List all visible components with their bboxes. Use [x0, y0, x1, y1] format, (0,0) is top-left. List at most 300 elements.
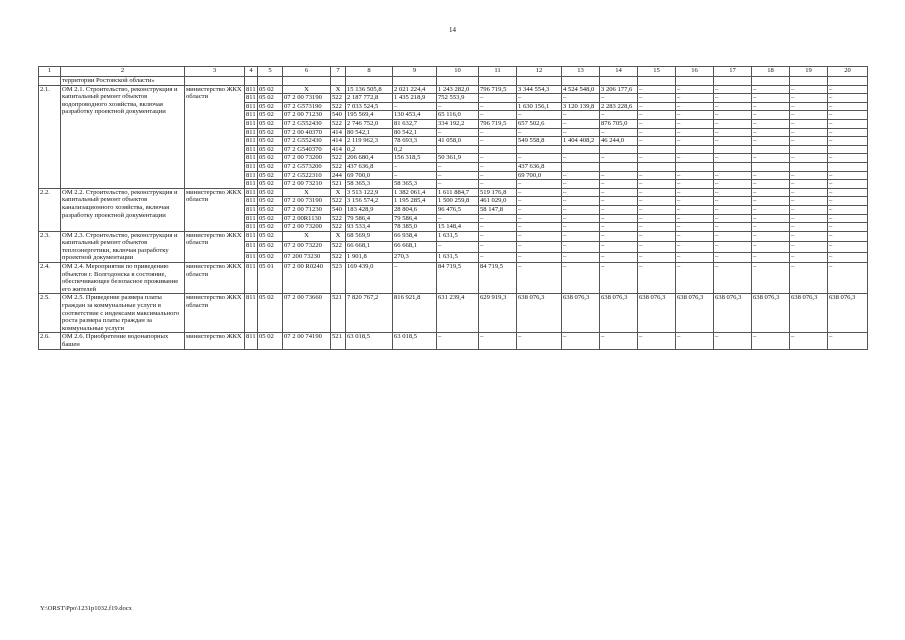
data-cell: – — [638, 197, 676, 206]
data-cell: – — [479, 154, 517, 163]
data-cell: 66 668,1 — [346, 242, 393, 252]
data-cell: – — [790, 242, 828, 252]
empty-cell — [562, 77, 600, 86]
data-cell: – — [714, 223, 752, 231]
data-cell: – — [437, 128, 479, 137]
data-cell: – — [479, 171, 517, 180]
empty-cell — [517, 77, 562, 86]
data-cell: 1 901,8 — [346, 252, 393, 262]
data-cell: 2 283 228,6 — [600, 102, 638, 111]
empty-cell — [752, 348, 790, 349]
data-cell: 522 — [331, 154, 346, 163]
data-cell: – — [714, 242, 752, 252]
data-cell: – — [562, 242, 600, 252]
data-cell: 811 — [246, 102, 256, 110]
data-cell: – — [600, 180, 638, 189]
empty-cell — [790, 348, 828, 349]
data-cell: 05 02 — [258, 333, 283, 348]
data-cell: 07 2 00 73210 — [283, 180, 331, 189]
data-cell: – — [752, 128, 790, 137]
data-cell: – — [437, 162, 479, 171]
data-cell: 638 076,3 — [714, 294, 752, 331]
data-cell: – — [479, 231, 517, 241]
data-cell: – — [638, 154, 676, 163]
data-cell: 07 2 00 73200 — [283, 223, 331, 231]
data-cell: 752 553,9 — [437, 94, 479, 103]
data-cell: – — [828, 102, 868, 111]
data-cell: – — [714, 85, 752, 94]
data-cell: 07 2 G573200 — [283, 162, 331, 171]
data-cell: – — [562, 128, 600, 137]
data-cell: 2 021 224,4 — [393, 85, 437, 94]
measure-name: ОМ 2.2. Строительство, реконструкция и капитальный ремонт объектов канализационного хозяйства, включая разработку проектной документации — [61, 188, 185, 231]
data-cell: 811 — [246, 171, 256, 179]
data-cell: – — [517, 242, 562, 252]
data-cell: 195 569,4 — [346, 111, 393, 120]
data-cell: 519 176,8 — [479, 188, 517, 197]
data-cell: – — [517, 111, 562, 120]
column-header: 6 — [283, 67, 331, 77]
row-number: 2.3. — [39, 231, 61, 262]
data-cell: 1 631,5 — [437, 252, 479, 262]
data-cell: – — [600, 94, 638, 103]
data-cell: 522 — [331, 94, 346, 103]
data-cell: – — [562, 252, 600, 262]
data-cell: 7 033 524,5 — [346, 102, 393, 111]
data-cell: 156 318,5 — [393, 154, 437, 163]
page-number: 14 — [449, 26, 456, 34]
measure-name: ОМ 2.5. Приведение размера платы граждан за коммунальные услуги в соответствие с индексами максимального роста размера платы граждан за коммунальные услуги — [61, 294, 185, 333]
data-cell — [790, 145, 828, 154]
data-cell: – — [714, 102, 752, 111]
data-cell: 522 — [331, 119, 346, 128]
data-cell: – — [828, 333, 868, 348]
data-cell: – — [517, 154, 562, 163]
data-cell: – — [752, 205, 790, 214]
responsible-org: министерство ЖКХ области — [185, 188, 245, 231]
column-header: 14 — [600, 67, 638, 77]
empty-cell — [346, 77, 393, 86]
data-cell: – — [517, 263, 562, 293]
responsible-org: министерство ЖКХ области — [185, 263, 245, 294]
data-cell: – — [562, 154, 600, 163]
data-cell: – — [517, 197, 562, 206]
data-cell — [437, 145, 479, 154]
data-cell: – — [600, 263, 638, 293]
data-cell: 07 2 00 73220 — [283, 242, 331, 252]
data-cell: – — [638, 85, 676, 94]
data-cell: – — [752, 171, 790, 180]
empty-cell — [517, 348, 562, 349]
data-cell: – — [437, 242, 479, 252]
data-cell: – — [828, 94, 868, 103]
continuation-row — [39, 77, 868, 86]
data-cell: 811 — [246, 154, 256, 162]
data-cell — [517, 145, 562, 154]
data-cell: 80 542,1 — [346, 128, 393, 137]
data-cell: – — [437, 180, 479, 189]
data-cell: – — [714, 154, 752, 163]
data-cell: 0,2 — [393, 145, 437, 154]
data-cell: – — [790, 197, 828, 206]
data-cell: – — [790, 171, 828, 180]
data-cell: – — [562, 214, 600, 223]
data-cell: 93 533,4 — [346, 223, 393, 231]
data-cell: 84 719,5 — [479, 263, 517, 293]
data-cell: 414 — [331, 145, 346, 154]
data-cell: 811 — [246, 85, 256, 93]
column-header: 13 — [562, 67, 600, 77]
data-cell: – — [714, 231, 752, 241]
data-cell: – — [393, 162, 437, 171]
data-cell: – — [600, 242, 638, 252]
data-cell: 130 453,4 — [393, 111, 437, 120]
data-cell: – — [600, 128, 638, 137]
data-cell: 1 500 259,8 — [437, 197, 479, 206]
data-cell: – — [638, 333, 676, 348]
data-cell: – — [714, 94, 752, 103]
data-cell: – — [676, 188, 714, 197]
data-cell: 05 02 — [258, 231, 283, 241]
data-cell: 3 344 554,3 — [517, 85, 562, 94]
data-cell: – — [638, 263, 676, 293]
data-cell: – — [437, 214, 479, 223]
data-cell: 07 2 G573190 — [283, 102, 331, 111]
data-cell: 05 02 — [258, 85, 283, 94]
data-cell: – — [562, 197, 600, 206]
data-cell: – — [752, 214, 790, 223]
data-cell: 3 513 122,9 — [346, 188, 393, 197]
data-cell: – — [828, 171, 868, 180]
data-cell: 69 700,0 — [517, 171, 562, 180]
data-cell: – — [562, 119, 600, 128]
data-cell: 811 — [246, 111, 256, 119]
continuation-text: территории Ростовской области» — [61, 77, 185, 86]
data-cell: – — [562, 231, 600, 241]
empty-cell — [39, 77, 61, 86]
data-cell: – — [714, 111, 752, 120]
data-cell: 05 02 — [258, 128, 283, 137]
data-cell: – — [676, 137, 714, 146]
data-cell: 334 192,2 — [437, 119, 479, 128]
data-cell: – — [790, 111, 828, 120]
empty-cell — [828, 348, 868, 349]
data-cell: – — [638, 180, 676, 189]
data-cell: 07 2 00 71230 — [283, 205, 331, 214]
data-cell: 05 02 — [258, 171, 283, 180]
data-cell: – — [828, 137, 868, 146]
data-cell: 1 243 282,0 — [437, 85, 479, 94]
column-header: 12 — [517, 67, 562, 77]
column-header: 18 — [752, 67, 790, 77]
data-cell: – — [714, 252, 752, 262]
data-cell: 07 2 00 40370 — [283, 128, 331, 137]
data-cell: 270,3 — [393, 252, 437, 262]
data-cell: – — [714, 263, 752, 293]
data-cell: – — [393, 171, 437, 180]
empty-cell — [283, 348, 331, 349]
data-cell: 2 187 772,8 — [346, 94, 393, 103]
data-cell: – — [517, 223, 562, 231]
data-cell: 811 — [246, 162, 256, 170]
responsible-org: министерство ЖКХ области — [185, 85, 245, 188]
data-cell: 811 — [246, 188, 256, 196]
data-cell: – — [600, 154, 638, 163]
column-header: 17 — [714, 67, 752, 77]
data-cell: Х — [283, 85, 331, 94]
data-cell: 811 — [245, 252, 258, 262]
column-header: 19 — [790, 67, 828, 77]
data-cell: – — [600, 252, 638, 262]
data-cell: – — [828, 263, 868, 293]
empty-cell — [600, 77, 638, 86]
empty-cell — [258, 348, 283, 349]
data-cell — [600, 162, 638, 171]
data-cell: 0,2 — [346, 145, 393, 154]
data-cell: 05 02 — [258, 137, 283, 146]
data-cell: 523 — [331, 263, 346, 293]
data-cell: 05 02 — [258, 294, 283, 331]
data-cell: – — [790, 223, 828, 231]
data-cell: 3 206 177,6 — [600, 85, 638, 94]
data-cell — [562, 145, 600, 154]
data-cell: 05 02 — [258, 205, 283, 214]
data-cell: – — [479, 252, 517, 262]
data-cell: 811 — [246, 137, 256, 145]
data-cell: 522 — [331, 252, 346, 262]
data-cell: – — [517, 214, 562, 223]
data-cell: – — [752, 119, 790, 128]
data-cell: – — [676, 231, 714, 241]
data-cell: 414 — [331, 128, 346, 137]
data-cell: 15 136 505,8 — [346, 85, 393, 94]
data-cell: – — [600, 231, 638, 241]
data-cell: – — [676, 128, 714, 137]
data-cell: – — [517, 128, 562, 137]
data-cell: – — [790, 154, 828, 163]
data-cell: 638 076,3 — [790, 294, 828, 331]
data-cell: 05 02 — [258, 214, 283, 223]
data-cell: – — [752, 137, 790, 146]
data-cell: – — [479, 180, 517, 189]
empty-cell — [393, 77, 437, 86]
data-cell — [479, 145, 517, 154]
data-cell: – — [828, 252, 868, 262]
data-cell: 540 — [331, 111, 346, 120]
data-cell: – — [828, 85, 868, 94]
data-cell: – — [714, 119, 752, 128]
data-cell: 05 02 — [258, 119, 283, 128]
data-cell: 05 01 — [258, 263, 283, 293]
data-cell: – — [676, 102, 714, 111]
data-cell: – — [638, 128, 676, 137]
empty-cell — [393, 348, 437, 349]
data-cell: 522 — [331, 242, 346, 252]
empty-cell — [752, 77, 790, 86]
data-cell: – — [562, 94, 600, 103]
empty-cell — [245, 77, 258, 86]
data-cell: 15 148,4 — [437, 223, 479, 231]
data-cell: – — [676, 263, 714, 293]
empty-cell — [185, 77, 245, 86]
data-cell: – — [828, 214, 868, 223]
empty-cell — [714, 348, 752, 349]
data-cell: 816 921,8 — [393, 294, 437, 331]
data-cell: 07 2 G540370 — [283, 145, 331, 154]
data-cell: 657 502,6 — [517, 119, 562, 128]
data-cell: 811 — [245, 263, 258, 293]
data-cell: – — [714, 188, 752, 197]
data-cell: 58 365,3 — [393, 180, 437, 189]
data-cell: 66 668,1 — [393, 242, 437, 252]
data-cell: – — [790, 137, 828, 146]
data-cell: – — [676, 333, 714, 348]
data-cell: – — [562, 263, 600, 293]
data-cell: – — [479, 223, 517, 231]
data-cell: 811 — [246, 197, 256, 205]
data-cell: 811 — [245, 242, 258, 252]
data-cell: 07 2 00 71230 — [283, 111, 331, 120]
data-cell: – — [562, 223, 600, 231]
data-cell: – — [676, 214, 714, 223]
data-cell: 05 02 — [258, 154, 283, 163]
data-cell: – — [676, 85, 714, 94]
empty-cell — [714, 77, 752, 86]
data-cell: 58 365,3 — [346, 180, 393, 189]
column-header: 7 — [331, 67, 346, 77]
data-cell: 522 — [331, 214, 346, 223]
table-row — [39, 85, 868, 94]
empty-cell — [258, 77, 283, 86]
data-cell: – — [790, 188, 828, 197]
data-cell: – — [714, 180, 752, 189]
responsible-org: министерство ЖКХ области — [185, 231, 245, 262]
data-cell: 07 2 00 73660 — [283, 294, 331, 331]
data-cell: – — [752, 252, 790, 262]
data-cell: – — [790, 263, 828, 293]
data-cell: – — [517, 231, 562, 241]
data-cell: – — [479, 242, 517, 252]
data-cell: 66 938,4 — [393, 231, 437, 241]
data-cell: – — [752, 102, 790, 111]
data-cell: – — [828, 119, 868, 128]
data-cell: 3 120 139,8 — [562, 102, 600, 111]
data-cell: – — [562, 333, 600, 348]
data-cell: 638 076,3 — [638, 294, 676, 331]
data-cell: – — [638, 214, 676, 223]
data-cell: – — [437, 102, 479, 111]
data-cell: 78 693,3 — [393, 137, 437, 146]
data-cell: 05 02 — [258, 111, 283, 120]
column-header: 5 — [258, 67, 283, 77]
data-cell: 244 — [331, 171, 346, 180]
data-cell — [752, 162, 790, 171]
data-cell: 2 746 752,0 — [346, 119, 393, 128]
data-cell: – — [479, 128, 517, 137]
data-cell: 522 — [331, 223, 346, 231]
data-cell: – — [790, 102, 828, 111]
data-cell: 521 — [331, 333, 346, 348]
data-cell: 206 680,4 — [346, 154, 393, 163]
data-cell: 811 — [246, 145, 256, 153]
data-cell: 522 — [331, 162, 346, 171]
data-cell: 638 076,3 — [752, 294, 790, 331]
data-cell: 05 02 — [258, 102, 283, 111]
data-cell: – — [790, 214, 828, 223]
column-header: 20 — [828, 67, 868, 77]
data-cell: – — [752, 231, 790, 241]
data-cell: – — [714, 205, 752, 214]
data-cell: 796 719,5 — [479, 119, 517, 128]
data-cell: – — [562, 180, 600, 189]
data-cell: – — [479, 94, 517, 103]
data-cell: – — [638, 119, 676, 128]
data-cell: – — [600, 188, 638, 197]
column-header: 16 — [676, 67, 714, 77]
data-cell: – — [562, 188, 600, 197]
data-cell: 07 2 00 R0240 — [283, 263, 331, 293]
data-cell: 437 636,8 — [346, 162, 393, 171]
column-header: 11 — [479, 67, 517, 77]
data-cell: – — [714, 128, 752, 137]
data-cell: 540 — [331, 205, 346, 214]
data-cell: 1 630 156,1 — [517, 102, 562, 111]
data-cell: 05 02 — [258, 188, 283, 197]
data-cell: Х — [331, 85, 346, 94]
empty-cell — [638, 77, 676, 86]
data-cell — [676, 145, 714, 154]
empty-cell — [828, 77, 868, 86]
data-cell: 638 076,3 — [562, 294, 600, 331]
data-cell: 638 076,3 — [676, 294, 714, 331]
data-cell: 2 119 962,3 — [346, 137, 393, 146]
data-cell — [600, 145, 638, 154]
data-cell: – — [479, 111, 517, 120]
empty-cell — [600, 348, 638, 349]
column-header: 10 — [437, 67, 479, 77]
header-row — [39, 67, 868, 77]
data-cell: – — [752, 94, 790, 103]
data-cell: – — [714, 171, 752, 180]
empty-cell — [283, 77, 331, 86]
data-cell: – — [752, 85, 790, 94]
column-header: 2 — [61, 67, 185, 77]
data-cell: – — [562, 111, 600, 120]
row-number: 2.6. — [39, 333, 61, 349]
row-number: 2.2. — [39, 188, 61, 231]
data-cell: 638 076,3 — [600, 294, 638, 331]
column-header: 4 — [245, 67, 258, 77]
data-cell: 414 — [331, 137, 346, 146]
data-cell: Х — [331, 231, 346, 241]
data-cell: 05 02 — [258, 252, 283, 262]
data-cell: 84 719,5 — [437, 263, 479, 293]
data-cell: 7 820 767,2 — [346, 294, 393, 331]
data-cell: – — [790, 333, 828, 348]
data-cell: 79 586,4 — [393, 214, 437, 223]
data-cell: – — [437, 171, 479, 180]
data-cell: 437 636,8 — [517, 162, 562, 171]
data-cell: 05 02 — [258, 162, 283, 171]
data-cell: 69 700,0 — [346, 171, 393, 180]
responsible-org: министерство ЖКХ — [185, 333, 245, 349]
data-cell: – — [479, 214, 517, 223]
data-cell: – — [479, 333, 517, 348]
table-row — [39, 294, 868, 331]
data-cell: 68 569,9 — [346, 231, 393, 241]
data-cell: – — [517, 180, 562, 189]
data-cell: – — [676, 180, 714, 189]
